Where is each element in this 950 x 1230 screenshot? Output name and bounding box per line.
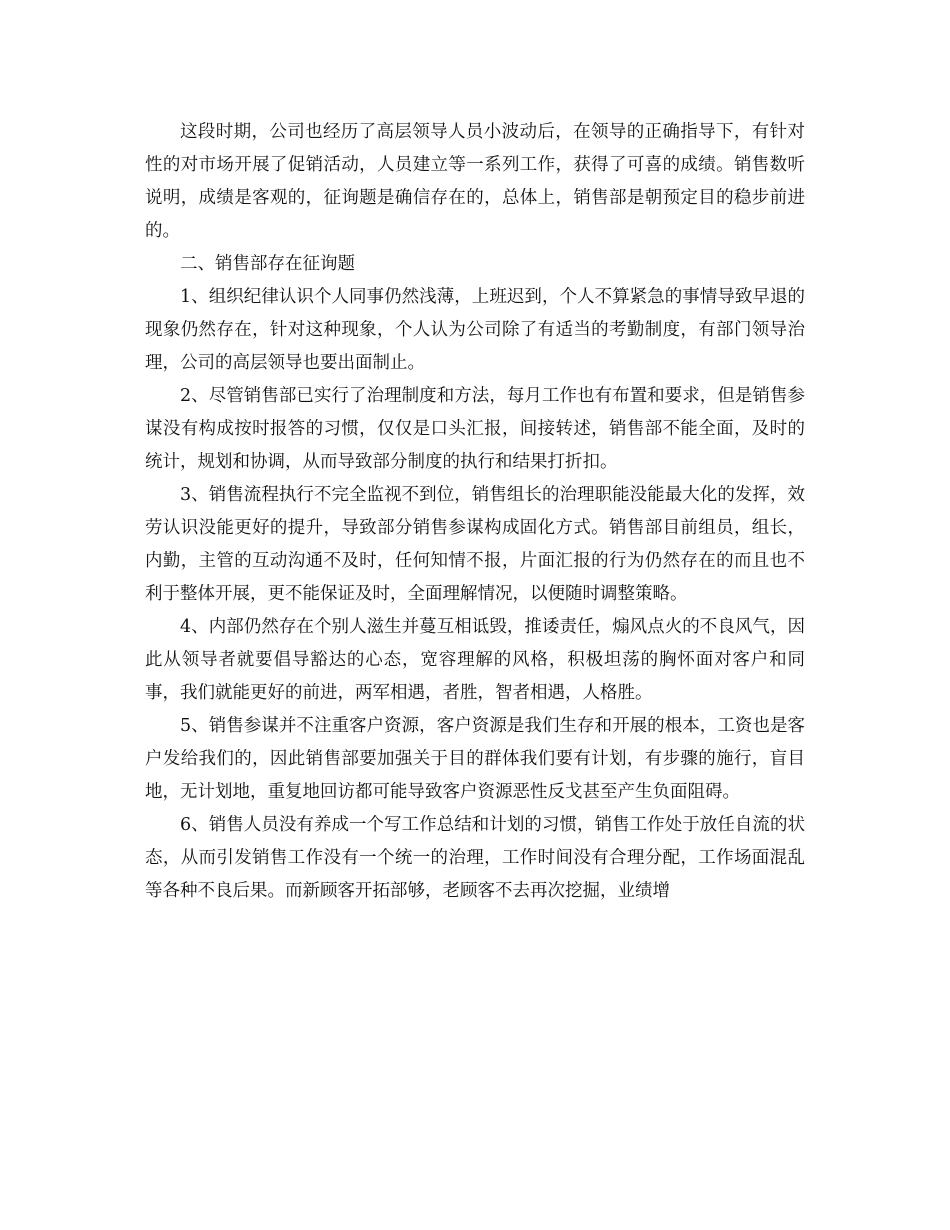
list-item-5: 5、销售参谋并不注重客户资源，客户资源是我们生存和开展的根本，工资也是客户发给我们的，因此销售部要加强关于目的群体我们要有计划，有步骤的施行，盲目地，无计划地，重复地回访都可能导致客户资源恶性反戈甚至产生负面阻碍。 — [145, 716, 805, 802]
section-heading: 二、销售部存在征询题 — [180, 254, 355, 274]
list-item-2: 2、尽管销售部已实行了治理制度和方法，每月工作也有布置和要求，但是销售参谋没有构成按时报答的习惯，仅仅是口头汇报，间接转述，销售部不能全面，及时的统计，规划和协调，从而导致部分制度的执行和结果打折扣。 — [145, 386, 805, 472]
list-item-4: 4、内部仍然存在个别人滋生并蔓互相诋毁，推诿责任，煽风点火的不良风气，因此从领导者就要倡导豁达的心态，宽容理解的风格，积极坦荡的胸怀面对客户和同事，我们就能更好的前进，两军相遇，者胜，智者相遇，人格胜。 — [145, 617, 805, 703]
list-item-1: 1、组织纪律认识个人同事仍然浅薄，上班迟到，个人不算紧急的事情导致早退的现象仍然存在，针对这种现象，个人认为公司除了有适当的考勤制度，有部门领导治理，公司的高层领导也要出面制止。 — [145, 287, 805, 373]
list-item-3: 3、销售流程执行不完全监视不到位，销售组长的治理职能没能最大化的发挥，效劳认识没能更好的提升，导致部分销售参谋构成固化方式。销售部目前组员，组长，内勤，主管的互动沟通不及时，任何知情不报，片面汇报的行为仍然存在的而且也不利于整体开展，更不能保证及时，全面理解情况，以便随时调整策略。 — [145, 485, 805, 604]
intro-paragraph: 这段时期，公司也经历了高层领导人员小波动后，在领导的正确指导下，有针对性的对市场开展了促销活动，人员建立等一系列工作，获得了可喜的成绩。销售数听说明，成绩是客观的，征询题是确信存在的，总体上，销售部是朝预定目的稳步前进的。 — [145, 122, 805, 241]
document-body — [145, 116, 805, 908]
list-item-6: 6、销售人员没有养成一个写工作总结和计划的习惯，销售工作处于放任自流的状态，从而引发销售工作没有一个统一的治理，工作时间没有合理分配，工作场面混乱等各种不良后果。而新顾客开拓部够，老顾客不去再次挖掘，业绩增 — [145, 815, 805, 901]
